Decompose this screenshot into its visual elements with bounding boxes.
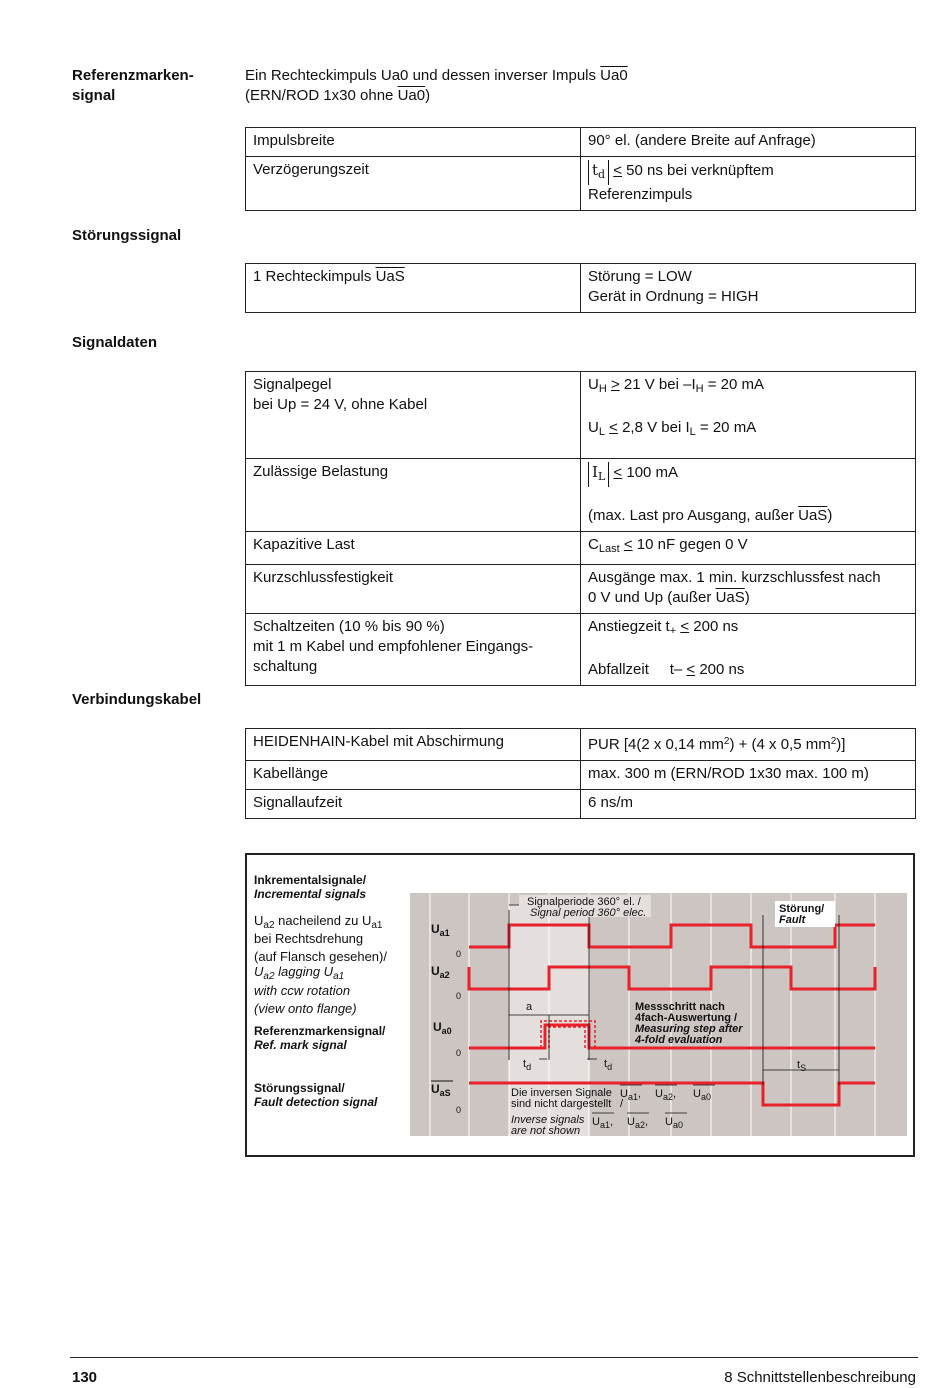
table-row <box>246 459 916 532</box>
cell-text: $U_H > 21$ V bei $-I_H = 20$ mA <box>588 376 765 395</box>
cell-text: Referenzimpuls <box>588 186 693 203</box>
legend-text: $U_{a2}$ nacheilend zu $U_{a1}$ <box>254 913 383 931</box>
section-label-fault: Störungssignal <box>72 227 182 244</box>
cell-text: Schaltzeiten (10 % bis 90 %) <box>253 618 445 635</box>
cell-text: Anstiegzeit $t_+ < 200$ ns <box>588 618 739 637</box>
fault-label: Fault <box>779 914 806 926</box>
label-ua1: $U_{a1}$ <box>431 922 450 938</box>
inv-sig: $U_{a2}$, <box>627 1116 649 1130</box>
legend-text: Fault detection signal <box>254 1095 378 1109</box>
cell-text: Abfallzeit t– < 200 ns <box>588 661 745 678</box>
fault-table <box>245 263 916 313</box>
cell-text: schaltung <box>253 658 318 675</box>
label-ua0: $U_{a0}$ <box>433 1020 452 1036</box>
section-label-cable: Verbindungskabel <box>72 691 202 708</box>
cell <box>246 372 581 459</box>
relation: < <box>613 162 623 179</box>
inv-sig: $U_{a1}$, <box>620 1088 642 1102</box>
svg-text:0: 0 <box>456 949 462 959</box>
table-row <box>246 565 916 614</box>
cell <box>581 264 916 313</box>
legend-text: Incremental signals <box>254 887 367 901</box>
cable-table <box>245 728 916 819</box>
cell <box>246 614 581 686</box>
ts-label: $t_S$ <box>797 1059 807 1073</box>
svg-text:0: 0 <box>456 1048 462 1058</box>
ref-intro <box>245 66 905 106</box>
cell <box>581 565 916 614</box>
inv-sig: $U_{a1}$, <box>592 1116 614 1130</box>
cell: Verzögerungszeit <box>246 157 581 211</box>
label-uas: $U_{aS}$ <box>431 1082 451 1098</box>
cell-text: 0 V und Up (außer $\overline{UaS}$) <box>588 589 750 606</box>
table-row <box>246 761 916 790</box>
cell: max. 300 m (ERN/ROD 1x30 max. 100 m) <box>581 761 916 790</box>
period-label: Signalperiode 360° el. / <box>527 896 641 908</box>
cell: HEIDENHAIN-Kabel mit Abschirmung <box>246 729 581 761</box>
legend-text: Referenzmarkensignal/ <box>254 1024 386 1038</box>
cell: Signallaufzeit <box>246 790 581 819</box>
cell: Kapazitive Last <box>246 532 581 565</box>
inverse-note: Die inversen Signale <box>511 1087 612 1099</box>
intro-line-2 <box>245 86 905 106</box>
cell-text: Signalpegel <box>253 376 332 393</box>
table-row <box>246 372 916 459</box>
page-number: 130 <box>72 1369 98 1386</box>
cell: PUR [4(2 x 0,14 $mm^2) + (4$ x 0,5 $mm^2$)] <box>581 729 916 761</box>
table-row <box>246 790 916 819</box>
cell-text: 50 ns bei verknüpftem <box>622 162 774 179</box>
section-label-signal: Signaldaten <box>72 334 158 351</box>
diagram-legend <box>254 873 387 1109</box>
table-row <box>246 614 916 686</box>
cell: Kabellänge <box>246 761 581 790</box>
inverse-note: are not shown <box>511 1125 581 1137</box>
step-label: 4fach-Auswertung / <box>635 1012 738 1024</box>
legend-text: Inkrementalsignale/ <box>254 873 367 887</box>
cell: Kurzschlussfestigkeit <box>246 565 581 614</box>
td-label-2: $t_d$ <box>604 1058 613 1072</box>
svg-text:0: 0 <box>456 1105 462 1115</box>
td-label-1: $t_d$ <box>523 1058 532 1072</box>
legend-text: Störungssignal/ <box>254 1081 345 1095</box>
cell-text: Ausgänge max. 1 min. kurzschlussfest nach <box>588 569 881 586</box>
cell: $C_{Last} < 10$ nF gegen 0 V <box>581 532 916 565</box>
fault-label: Störung/ <box>779 903 825 915</box>
intro-line-1 <box>245 66 905 86</box>
cell-text: Störung = LOW <box>588 268 692 285</box>
legend-text: Ref. mark signal <box>254 1038 347 1052</box>
intro-text: Ein Rechteckimpuls Ua0 und dessen inverser Impuls <box>245 67 601 84</box>
legend-text: with ccw rotation <box>254 983 351 998</box>
legend-text: (auf Flansch gesehen)/ <box>254 949 387 964</box>
table-row <box>246 264 916 313</box>
timing-diagram <box>245 853 915 1157</box>
dim-a: a <box>526 1001 533 1013</box>
label-ua2: $U_{a2}$ <box>431 964 450 980</box>
step-label: 4-fold evaluation <box>635 1034 723 1046</box>
inv-sig: $U_{a2}$, <box>655 1088 677 1102</box>
cell-text: bei Up = 24 V, ohne Kabel <box>253 396 428 413</box>
cell <box>581 157 916 211</box>
legend-text: $U_{a2}$ lagging $U_{a1}$ <box>254 964 345 982</box>
cell: 1 Rechteckimpuls $\overline{UaS}$ <box>246 264 581 313</box>
inverse-note: sind nicht dargestellt <box>511 1098 612 1110</box>
cell <box>581 372 916 459</box>
label-line: Referenzmarken- <box>72 67 194 84</box>
inv-sig: $U_{a0}$ <box>693 1088 711 1102</box>
intro-text: (ERN/ROD 1x30 ohne <box>245 87 398 104</box>
cell-text: $U_L < 2,8$ V bei $I_L = 20$ mA <box>588 419 757 438</box>
footer-rule <box>70 1357 918 1358</box>
svg-text:0: 0 <box>456 991 462 1001</box>
label-line: signal <box>72 87 116 104</box>
inv-sep: / <box>620 1098 624 1110</box>
inverse-signal: Ua0 <box>600 67 628 84</box>
step-label: Measuring step after <box>635 1023 743 1035</box>
table-row <box>246 128 916 157</box>
period-label: Signal period 360° elec. <box>530 907 647 919</box>
cell: 6 ns/m <box>581 790 916 819</box>
inverse-note: Inverse signals <box>511 1114 585 1126</box>
legend-text: (view onto flange) <box>254 1001 357 1016</box>
cell-text: $I_L < 100$ mA <box>588 462 908 487</box>
inv-sig: $U_{a0}$ <box>665 1116 683 1130</box>
ref-table <box>245 127 916 211</box>
table-row <box>246 157 916 211</box>
signal-table <box>245 371 916 686</box>
intro-text: ) <box>425 87 431 104</box>
cell: Impulsbreite <box>246 128 581 157</box>
chapter-title: 8 Schnittstellenbeschreibung <box>724 1369 916 1386</box>
section-label-ref <box>72 66 194 106</box>
table-row <box>246 729 916 761</box>
cell <box>581 459 916 532</box>
cell-text: mit 1 m Kabel und empfohlener Eingangs- <box>253 638 534 655</box>
legend-text: bei Rechtsdrehung <box>254 931 364 946</box>
timing-diagram-svg <box>247 855 913 1155</box>
cell <box>581 614 916 686</box>
cell-text: Gerät in Ordnung = HIGH <box>588 288 759 305</box>
cell: Zulässige Belastung <box>246 459 581 532</box>
abs-symbol: $t_d$ <box>588 160 609 185</box>
inverse-signal: Ua0 <box>397 87 426 104</box>
step-label: Messschritt nach <box>635 1001 725 1013</box>
cell: 90° el. (andere Breite auf Anfrage) <box>581 128 916 157</box>
table-row <box>246 532 916 565</box>
cell-text: (max. Last pro Ausgang, außer $\overline{UaS}$) <box>588 507 833 524</box>
